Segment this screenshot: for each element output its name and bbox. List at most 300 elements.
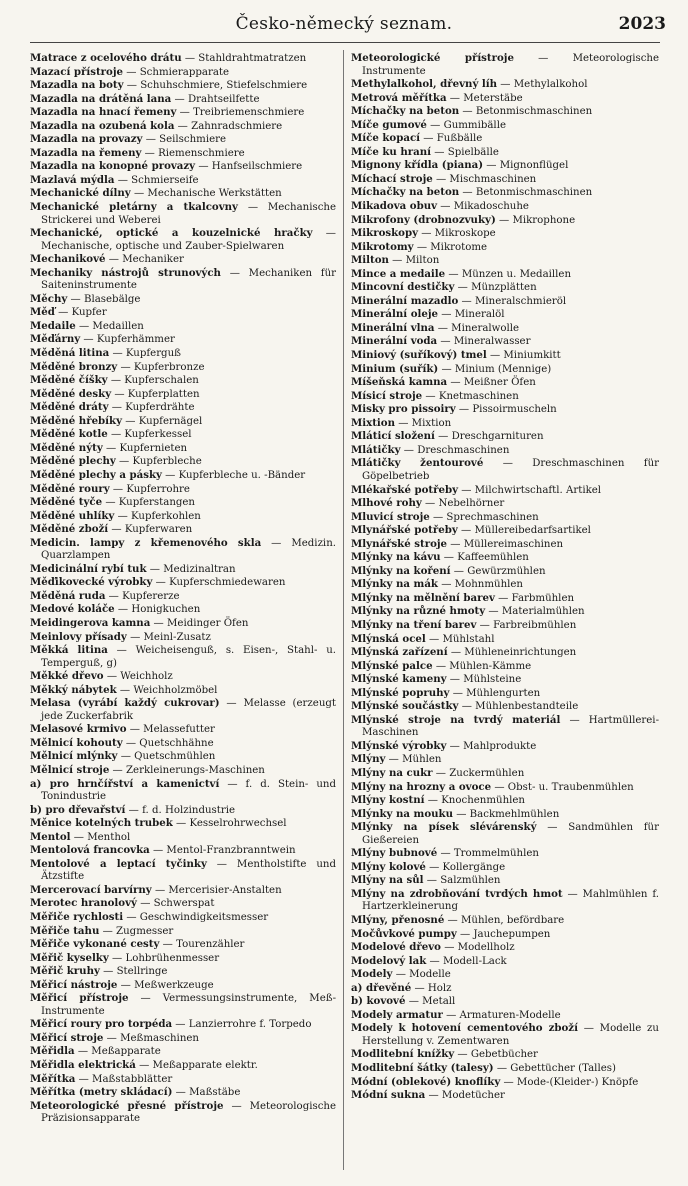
czech-term: Mazadla na hnací řemeny [30, 106, 177, 119]
index-entry [30, 925, 336, 939]
index-entry [30, 723, 336, 737]
index-entry [30, 174, 336, 188]
german-term: Kaffeemühlen [457, 552, 529, 564]
index-entry [351, 105, 659, 119]
dash-separator: — [151, 884, 169, 896]
german-term: Müllereibedarfsartikel [474, 525, 591, 537]
czech-term: Měřiče vykonané cesty [30, 938, 160, 951]
german-term: Minium (Mennige) [454, 363, 552, 375]
german-term: Modelle zu Herstellung v. Zementwaren [362, 1023, 659, 1047]
czech-term: Měřítka (metry skládací) [30, 1086, 173, 1099]
index-entry [351, 335, 659, 349]
german-term: Kupfernieten [119, 442, 188, 454]
german-term: Schmierapparate [139, 66, 230, 78]
dash-separator: — [536, 822, 569, 834]
dash-separator: — [109, 764, 126, 776]
german-term: Seilschmiere [159, 134, 227, 146]
index-entry [351, 687, 659, 701]
index-entry [30, 253, 336, 267]
dash-separator: — [432, 173, 450, 185]
german-term: Miniumkitt [503, 350, 561, 362]
dash-separator: — [562, 888, 583, 900]
dash-separator: — [486, 350, 504, 362]
german-term: Materialmühlen [501, 606, 585, 618]
dash-separator: — [136, 898, 154, 910]
page-title: Česko-německý seznam. [235, 14, 453, 34]
czech-term: Mělnicí kohouty [30, 736, 123, 749]
german-term: Zerkleinerungs-Maschinen [125, 764, 265, 776]
german-term: Gebetbücher [470, 1049, 538, 1061]
dash-separator: — [103, 671, 121, 683]
czech-term: Měřiče tahu [30, 924, 100, 937]
index-entry [351, 322, 659, 336]
index-entry [30, 684, 336, 698]
dash-separator: — [425, 1090, 442, 1102]
czech-term: Mlýny kostní [351, 794, 425, 807]
index-entry [351, 1009, 659, 1023]
czech-term: Měděné desky [30, 387, 112, 400]
czech-term: Míče kopací [351, 132, 421, 145]
index-entry [351, 363, 659, 377]
czech-term: Modely [351, 968, 393, 981]
dash-separator: — [130, 188, 148, 200]
german-term: Mode-(Kleider-) Knöpfe [516, 1076, 639, 1088]
czech-term: Míchačky na beton [351, 186, 460, 199]
index-entry [30, 884, 336, 898]
german-term: Mercerisier-Anstalten [168, 884, 282, 896]
czech-term: Měkká litina [30, 644, 108, 657]
index-entry [351, 781, 659, 795]
german-term: Mignonflügel [499, 160, 569, 172]
dash-separator: — [219, 778, 246, 790]
german-term: Meißner Öfen [463, 377, 536, 389]
index-entry [30, 938, 336, 952]
czech-term: Mentol [30, 830, 71, 843]
dash-separator: — [423, 875, 441, 887]
czech-term: Mechanické, optické a kouzelnické hračky [30, 227, 313, 240]
czech-term: Měkký nábytek [30, 683, 117, 696]
dash-separator: — [116, 684, 134, 696]
dash-separator: — [442, 1009, 460, 1021]
german-term: Kupferbronze [133, 361, 205, 373]
czech-term: Mazadla na ozubená kola [30, 119, 175, 132]
czech-term: Měďárny [30, 333, 81, 346]
index-entry [351, 874, 659, 888]
czech-term: b) pro dřevařství [30, 803, 126, 816]
index-entry [30, 979, 336, 993]
german-term: Mahlprodukte [463, 740, 537, 752]
dash-separator: — [176, 107, 194, 119]
czech-term: Močůvkové pumpy [351, 927, 457, 940]
index-entry [351, 173, 659, 187]
german-term: Zahnradschmiere [191, 120, 283, 132]
dash-separator: — [159, 939, 177, 951]
index-entry [351, 146, 659, 160]
czech-term: Míče gumové [351, 118, 427, 131]
dash-separator: — [440, 942, 458, 954]
czech-term: Měřicí stroje [30, 1031, 104, 1044]
index-entry [30, 590, 336, 604]
czech-term: Měřič kruhy [30, 965, 100, 978]
index-entry [351, 92, 659, 106]
german-term: Maßstabblätter [92, 1073, 173, 1085]
czech-term: Mlýnky na kávu [351, 551, 441, 564]
index-entry [30, 804, 336, 818]
german-term: Mühlengurten [466, 687, 541, 699]
czech-term: Mlýnky na různé hmoty [351, 605, 486, 618]
dash-separator: — [437, 848, 454, 860]
dash-separator: — [438, 363, 455, 375]
dash-separator: — [440, 552, 458, 564]
german-term: Kupferwaren [124, 524, 193, 536]
german-term: Kupferrohre [126, 483, 190, 495]
index-entry [30, 1086, 336, 1100]
czech-term: Měděná litina [30, 347, 110, 360]
german-term: Nebelhörner [438, 498, 505, 510]
dash-separator: — [449, 687, 467, 699]
index-entry [351, 444, 659, 458]
index-entry [351, 484, 659, 498]
dash-separator: — [405, 996, 423, 1008]
czech-term: Modlitební knížky [351, 1048, 455, 1061]
dash-separator: — [483, 458, 533, 470]
czech-term: Měchy [30, 292, 68, 305]
index-entry [30, 617, 336, 631]
czech-term: Mláticí složení [351, 430, 435, 443]
dash-separator: — [425, 633, 443, 645]
dash-separator: — [438, 309, 455, 321]
german-term: Mechanische, optische und Zauber-Spielwaren [41, 240, 285, 252]
german-term: Melasse (erzeugt jede Zuckerfabrik [41, 698, 336, 722]
german-term: Knetmaschinen [438, 390, 519, 402]
index-entry [351, 430, 659, 444]
dash-separator: — [108, 402, 126, 414]
german-term: Kupfernägel [138, 415, 203, 427]
german-term: Medaillen [92, 320, 144, 332]
index-entry [30, 374, 336, 388]
index-entry [351, 968, 659, 982]
czech-term: Mlýnky na mouku [351, 807, 453, 820]
dash-separator: — [444, 915, 461, 926]
dash-separator: — [117, 361, 134, 373]
czech-term: b) kovové [351, 995, 406, 1008]
german-term: Schmierseife [131, 174, 199, 186]
dash-separator: — [161, 469, 179, 481]
index-entry [30, 644, 336, 670]
german-term: Weichholzmöbel [133, 684, 218, 696]
german-term: Sandmühlen für Gießereien [362, 822, 659, 846]
czech-term: Mincovní destičky [351, 281, 455, 294]
german-term: Mahlmühlen f. Hartzerkleinerung [362, 888, 659, 913]
dash-separator: — [458, 701, 476, 713]
index-entry [30, 670, 336, 684]
czech-term: Měřiče rychlosti [30, 911, 124, 923]
index-entry [351, 538, 659, 552]
index-entry [351, 861, 659, 875]
dash-separator: — [495, 214, 513, 226]
german-term: Stellringe [116, 966, 168, 978]
czech-term: Mlýnské popruhy [351, 686, 450, 699]
german-term: Schwerspat [153, 898, 215, 910]
german-term: Betonmischmaschinen [475, 187, 593, 199]
index-entry [30, 1073, 336, 1087]
german-term: Kupferdrähte [125, 402, 195, 414]
dash-separator: — [456, 928, 474, 940]
czech-term: Módní (oblekové) knoflíky [351, 1075, 501, 1088]
german-term: Geschwindigkeitsmesser [139, 912, 269, 923]
dash-separator: — [447, 538, 464, 550]
czech-term: Mercerovací barvírny [30, 883, 152, 896]
german-term: Holz [427, 982, 452, 994]
german-term: Mühlstahl [442, 633, 495, 645]
index-entry [351, 268, 659, 282]
czech-term: Meidingerova kamna [30, 616, 151, 629]
dash-separator: — [141, 147, 159, 159]
dash-separator: — [577, 1023, 600, 1035]
index-entry [351, 119, 659, 133]
index-entry [30, 992, 336, 1018]
dash-separator: — [109, 348, 126, 360]
index-entry [30, 442, 336, 456]
index-entry [30, 415, 336, 429]
german-term: Blasebälge [83, 293, 141, 305]
czech-term: Mlátičky [351, 443, 401, 456]
index-entry [351, 403, 659, 417]
czech-term: Minerální vlna [351, 321, 435, 334]
dash-separator: — [117, 751, 135, 763]
index-entry [351, 914, 659, 928]
czech-term: Mlátičky žentourové [351, 457, 484, 470]
czech-term: Miniový (suříkový) tmel [351, 349, 487, 362]
german-term: Münzen u. Medaillen [461, 268, 572, 280]
czech-term: Mlýnské součástky [351, 700, 459, 713]
czech-term: Měřicí roury pro torpéda [30, 1018, 173, 1031]
german-term: Salzmühlen [440, 875, 501, 887]
german-term: Backmehlmühlen [469, 808, 560, 820]
dash-separator: — [99, 966, 117, 978]
column-divider [343, 50, 344, 1170]
dash-separator: — [126, 724, 144, 736]
czech-term: Mlhové rohy [351, 497, 422, 510]
index-entry [351, 941, 659, 955]
czech-term: Mechanikové [30, 253, 106, 266]
czech-term: Mlýny bubnové [351, 847, 438, 860]
dash-separator: — [122, 415, 139, 427]
czech-term: Měřidla elektrická [30, 1059, 136, 1072]
german-term: Meßmaschinen [120, 1032, 199, 1044]
german-term: Dreschgarnituren [451, 431, 544, 443]
index-entry [30, 537, 336, 563]
dash-separator: — [426, 119, 444, 131]
german-term: Dreschmaschinen für Göpelbetrieb [362, 458, 659, 482]
dash-separator: — [114, 604, 132, 616]
german-term: Modellholz [457, 942, 515, 954]
german-term: Drahtseilfette [187, 93, 260, 105]
german-term: Quetschmühlen [134, 751, 216, 763]
index-entry [351, 78, 659, 92]
dash-separator: — [122, 737, 140, 749]
index-entry [30, 952, 336, 966]
index-entry [30, 858, 336, 884]
index-entry [30, 106, 336, 120]
german-term: Mineralschmieröl [474, 295, 567, 307]
dash-separator: — [102, 442, 120, 454]
czech-term: Měřicí přístroje [30, 992, 129, 1005]
index-entry [30, 79, 336, 93]
index-entry [351, 673, 659, 687]
german-term: Meteorologische Instrumente [362, 53, 659, 77]
dash-separator: — [75, 320, 93, 332]
czech-term: Mentolové a leptací tyčinky [30, 857, 207, 870]
dash-separator: — [438, 579, 455, 591]
german-term: Mikrophone [512, 214, 576, 226]
dash-separator: — [99, 925, 117, 937]
german-term: Kupferbleche u. -Bänder [178, 469, 306, 481]
german-term: Kupfererze [122, 590, 180, 602]
german-term: Mentholstifte und Ätzstifte [41, 858, 336, 883]
czech-term: Mazadla na drátěná lana [30, 92, 172, 105]
dash-separator: — [108, 524, 125, 536]
index-entry [30, 1045, 336, 1059]
german-term: Modell-Lack [442, 955, 507, 967]
dash-separator: — [493, 1063, 511, 1075]
czech-term: Matrace z ocelového drátu [30, 52, 182, 64]
dash-separator: — [385, 754, 403, 766]
german-term: Gewürzmühlen [467, 565, 546, 577]
german-term: Kupferschalen [124, 375, 199, 387]
dash-separator: — [74, 1046, 92, 1058]
czech-term: Minerální mazadlo [351, 294, 459, 307]
czech-term: Mlýnky na mák [351, 578, 438, 591]
czech-term: Měřicí nástroje [30, 978, 118, 991]
german-term: Gebettücher (Talles) [510, 1063, 616, 1075]
dash-separator: — [446, 92, 464, 104]
german-term: Modetücher [441, 1090, 505, 1102]
czech-term: Měděné kotle [30, 428, 108, 441]
dash-separator: — [123, 80, 141, 92]
czech-term: Mentolová francovka [30, 844, 150, 857]
czech-term: Meteorologické přesné přístroje [30, 1099, 224, 1112]
german-term: Medizinaltran [163, 563, 236, 575]
czech-term: Měděné dráty [30, 401, 109, 414]
index-entry [351, 888, 659, 914]
page-number: 2023 [618, 14, 666, 34]
index-entry [30, 333, 336, 347]
dash-separator: — [223, 1100, 250, 1112]
german-term: Farbmühlen [511, 592, 575, 604]
german-term: Tourenzähler [176, 939, 245, 951]
czech-term: Mlýny [351, 753, 386, 766]
german-term: Hartmüllerei-Maschinen [362, 714, 659, 739]
german-term: Gummibälle [443, 119, 506, 131]
german-term: Honigkuchen [131, 604, 201, 616]
czech-term: Měnice kotelných trubek [30, 817, 173, 830]
dash-separator: — [107, 375, 125, 387]
czech-term: Mechanické pletárny a tkalcovny [30, 201, 238, 214]
dash-separator: — [172, 1087, 190, 1099]
dash-separator: — [513, 53, 573, 64]
dash-separator: — [312, 228, 336, 240]
index-entry [30, 401, 336, 415]
dash-separator: — [455, 404, 473, 416]
dash-separator: — [459, 187, 476, 199]
index-entry [351, 390, 659, 404]
dash-separator: — [102, 497, 119, 509]
dash-separator: — [450, 565, 468, 577]
dash-separator: — [103, 1032, 121, 1044]
dash-separator: — [457, 525, 475, 537]
index-entry [351, 619, 659, 633]
index-entry [351, 1022, 659, 1048]
czech-term: Melasové krmivo [30, 723, 127, 736]
index-entry [351, 186, 659, 200]
german-term: Zuckermühlen [449, 767, 525, 779]
dash-separator: — [395, 417, 412, 429]
czech-term: Mazadla na řemeny [30, 146, 142, 159]
index-entry [30, 52, 336, 66]
czech-term: Minerální oleje [351, 308, 439, 321]
index-entry [30, 483, 336, 497]
dash-separator: — [454, 282, 472, 294]
czech-term: Míchací stroje [351, 172, 433, 185]
german-term: Mischmaschinen [449, 173, 537, 185]
index-entry [30, 320, 336, 334]
dash-separator: — [107, 429, 125, 441]
german-term: Münzplätten [471, 282, 537, 294]
index-entry [351, 295, 659, 309]
index-entry [351, 132, 659, 146]
czech-term: Mlýny, přenosné [351, 914, 445, 926]
czech-term: Měď [30, 306, 55, 319]
german-term: Methylalkohol [513, 79, 588, 91]
german-term: Vermessungsinstrumente, Meß-Instrumente [41, 993, 336, 1017]
czech-term: Mluvicí stroje [351, 510, 430, 523]
dash-separator: — [446, 674, 464, 686]
dash-separator: — [70, 831, 88, 843]
dash-separator: — [454, 1049, 471, 1061]
index-entry [30, 911, 336, 925]
index-entry [30, 496, 336, 510]
dash-separator: — [418, 228, 435, 240]
dash-separator: — [445, 268, 462, 280]
german-term: Pissoirmuscheln [472, 404, 557, 416]
index-entry [30, 1059, 336, 1073]
czech-term: Modelový lak [351, 954, 427, 967]
german-term: Fußbälle [436, 133, 483, 145]
german-term: Mühlenbestandteile [475, 701, 579, 713]
index-entry [351, 808, 659, 822]
german-term: Kupferhämmer [96, 334, 175, 346]
index-entry [351, 633, 659, 647]
german-term: Mixtion [411, 417, 452, 429]
dash-separator: — [500, 1076, 517, 1088]
czech-term: Měděná ruda [30, 589, 106, 602]
index-entry [351, 605, 659, 619]
german-term: Trommelmühlen [453, 848, 539, 860]
czech-term: a) dřevěné [351, 981, 412, 994]
index-entry [30, 603, 336, 617]
dash-separator: — [447, 377, 464, 389]
index-entry [30, 631, 336, 645]
czech-term: Mlýnské stroje na tvrdý materiál [351, 713, 561, 726]
german-term: Riemenschmiere [158, 147, 245, 159]
index-entry [351, 578, 659, 592]
czech-term: Mazadla na boty [30, 79, 124, 92]
dash-separator: — [105, 254, 123, 266]
german-term: Treibriemenschmiere [193, 107, 305, 119]
index-entry [30, 160, 336, 174]
german-term: Meidinger Öfen [166, 617, 249, 629]
